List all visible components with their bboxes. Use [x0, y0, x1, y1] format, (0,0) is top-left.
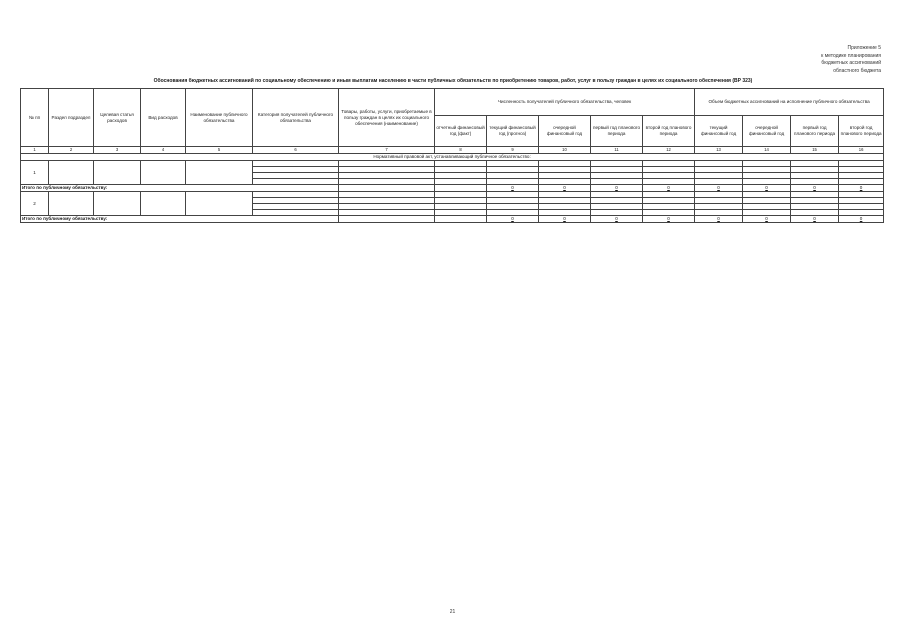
header-recipient-category: Категория получателей публичного обязательства [253, 89, 339, 147]
appendix-line: Приложение 5 [847, 45, 881, 51]
total-value: 0 [743, 185, 791, 192]
header-volume-group: Объем бюджетных ассигнований на исполнение публичного обязательства [695, 89, 884, 116]
total-value [435, 216, 487, 223]
cell-section [49, 161, 94, 185]
column-number: 4 [141, 147, 186, 154]
total-value: 0 [487, 185, 539, 192]
cell-obligation-name [186, 192, 253, 216]
appendix-note [771, 45, 881, 75]
total-value: 0 [791, 216, 839, 223]
column-number: 9 [487, 147, 539, 154]
total-value: 0 [539, 216, 591, 223]
header-recipients-group: Численность получателей публичного обязательства, человек [435, 89, 695, 116]
total-label: Итого по публичному обязательству: [21, 185, 339, 192]
column-number: 3 [94, 147, 141, 154]
column-number: 1 [21, 147, 49, 154]
total-value: 0 [695, 185, 743, 192]
obligation-number: 2 [21, 192, 49, 216]
cell-expense-type [141, 192, 186, 216]
header-reporting-year: отчетный финансовый год (факт) [435, 116, 487, 147]
obligation-total-row [21, 216, 884, 223]
total-value: 0 [839, 185, 884, 192]
total-value: 0 [591, 216, 643, 223]
header-target-article: Целевая статья расходов [94, 89, 141, 147]
header-plan-year-1: первый год планового периода [591, 116, 643, 147]
appendix-line: областного бюджета [833, 67, 881, 74]
column-number-row [21, 147, 884, 154]
header-volume-current-year: текущий финансовый год [695, 116, 743, 147]
cell-section [49, 192, 94, 216]
cell-expense-type [141, 161, 186, 185]
total-value: 0 [791, 185, 839, 192]
header-current-year: текущий финансовый год (прогноз) [487, 116, 539, 147]
column-number: 7 [339, 147, 435, 154]
npa-label: Нормативный правовой акт, устанавливающий публичное обязательство: [21, 154, 884, 161]
obligation-total-row [21, 185, 884, 192]
cell-target-article [94, 161, 141, 185]
document-title: Обоснования бюджетных ассигнований по социальному обеспечению и иным выплатам населению в части публичных обязательств по приобретению товаров, работ, услуг в пользу граждан в целях их социального обеспечения (ВР 323) [153, 78, 753, 84]
header-volume-plan-year-2: второй год планового периода [839, 116, 884, 147]
total-value: 0 [643, 185, 695, 192]
appendix-line: бюджетных ассигнований [821, 60, 881, 66]
column-number: 2 [49, 147, 94, 154]
column-number: 8 [435, 147, 487, 154]
total-value: 0 [839, 216, 884, 223]
column-number: 6 [253, 147, 339, 154]
column-number: 15 [791, 147, 839, 154]
total-value: 0 [695, 216, 743, 223]
justification-table [20, 88, 884, 223]
total-value: 0 [487, 216, 539, 223]
header-section: Раздел подраздел [49, 89, 94, 147]
header-goods-services: Товары, работы, услуги, приобретаемые в пользу граждан в целях их социального обеспечения (наименование) [339, 89, 435, 147]
total-value: 0 [643, 216, 695, 223]
column-number: 13 [695, 147, 743, 154]
column-number: 10 [539, 147, 591, 154]
cell-obligation-name [186, 161, 253, 185]
header-volume-next-year: очередной финансовый год [743, 116, 791, 147]
cell-target-article [94, 192, 141, 216]
header-next-year: очередной финансовый год [539, 116, 591, 147]
column-number: 5 [186, 147, 253, 154]
header-obligation-name: Наименование публичного обязательства [186, 89, 253, 147]
total-value: 0 [743, 216, 791, 223]
column-number: 12 [643, 147, 695, 154]
total-label: Итого по публичному обязательству: [21, 216, 339, 223]
npa-row [21, 154, 884, 161]
appendix-line: к методике планирования [821, 52, 881, 59]
total-value: 0 [591, 185, 643, 192]
header-plan-year-2: второй год планового периода [643, 116, 695, 147]
header-expense-type: Вид расходов [141, 89, 186, 147]
header-volume-plan-year-1: первый год планового периода [791, 116, 839, 147]
column-number: 11 [591, 147, 643, 154]
header-number: № пп [21, 89, 49, 147]
obligation-number: 1 [21, 161, 49, 185]
page-number: 21 [449, 609, 456, 615]
column-number: 14 [743, 147, 791, 154]
column-number: 16 [839, 147, 884, 154]
total-value [435, 185, 487, 192]
total-value: 0 [539, 185, 591, 192]
